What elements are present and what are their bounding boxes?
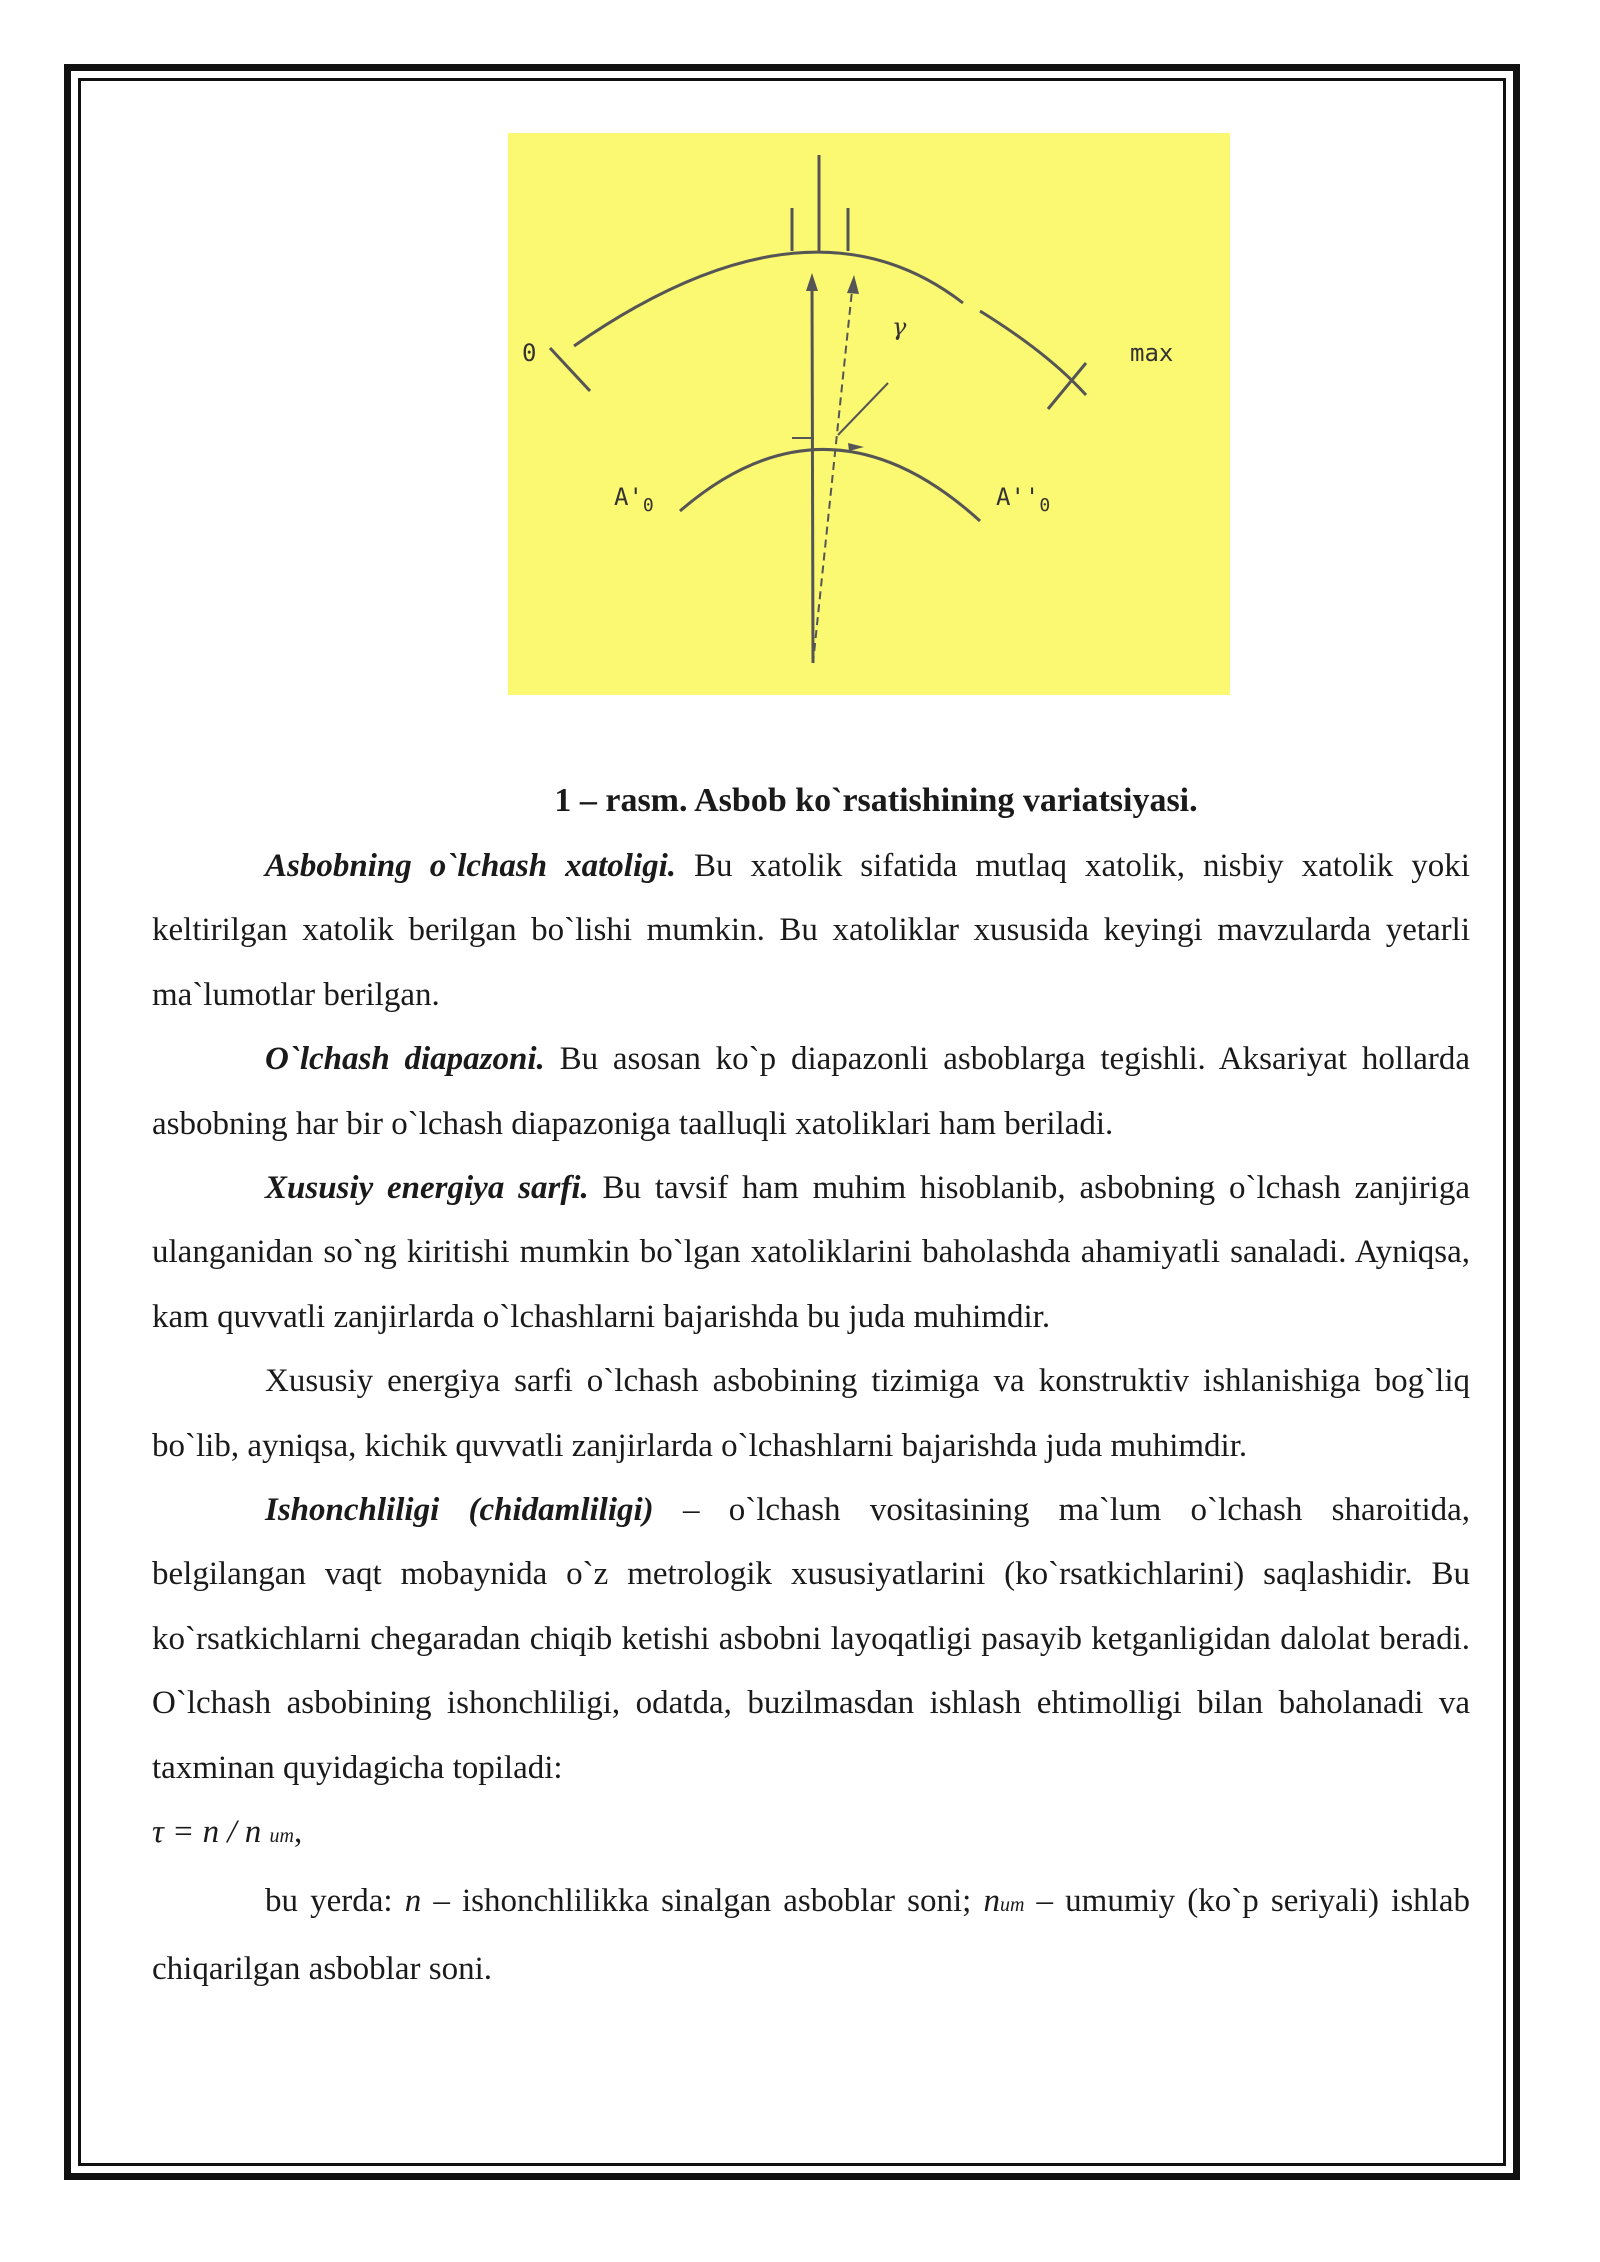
pointer-line [812, 281, 813, 663]
term-reliability: Ishonchliligi (chidamliligi) [265, 1492, 654, 1529]
instrument-variation-figure [508, 133, 1230, 695]
a0-double-prime-label: $A''_0$ [996, 483, 1051, 516]
max-label: max [1130, 339, 1174, 367]
paragraph-energy-dependence: Xususiy energiya sarfi o`lchash asbobining tizimiga va konstruktiv ishlanishiga bog`liq bo`lib, ayniqsa, kichik quvvatli zanjirlarda o`lchashlarni bajarishda juda muhimdir. [152, 1363, 1470, 1464]
a0-prime-label: $A'_0$ [614, 483, 654, 516]
term-energy-consumption: Xususiy energiya sarfi. [265, 1170, 589, 1207]
figure-caption: 1 – rasm. Asbob ko`rsatishining variatsiyasi. [554, 782, 1198, 819]
pointer-arrow [806, 273, 818, 291]
paragraph-measurement-range: O`lchash diapazoni. Bu asosan ko`p diapazonli asboblarga tegishli. Aksariyat hollarda asbobning har bir o`lchash diapazoniga taalluqli xatoliklari ham beriladi. [152, 1041, 1471, 1142]
body-text [152, 834, 1470, 2001]
reliability-formula: τ = n / n um, [152, 1814, 303, 1851]
angle-arrow-right [848, 443, 864, 451]
max-tick [1048, 363, 1086, 409]
paragraph-measurement-error: Asbobning o`lchash xatoligi. Bu xatolik sifatida mutlaq xatolik, nisbiy xatolik yoki keltirilgan xatolik berilgan bo`lishi mumkin. Bu xatoliklar xususida keyingi mavzularda yetarli ma`lumotlar berilgan. [152, 848, 1470, 1013]
term-measurement-error: Asbobning o`lchash xatoligi. [265, 848, 677, 884]
gamma-leader [838, 383, 888, 435]
scale-diagram [508, 133, 1230, 695]
zero-label: 0 [522, 339, 537, 367]
inner-arc [680, 449, 980, 521]
paragraph-energy-consumption: Xususiy energiya sarfi. Bu tavsif ham muhim hisoblanib, asbobning o`lchash zanjiriga ulanganidan so`ng kiritishi mumkin bo`lgan xatoliklarini baholashda ahamiyatli sanaladi. Ayniqsa, kam quvvatli zanjirlarda o`lchashlarni bajarishda bu juda muhimdir. [152, 1170, 1470, 1335]
paragraph-formula-legend: bu yerda: n – ishonchlilikka sinalgan asboblar soni; num – umumiy (ko`p seriyali) ishlab chiqarilgan asboblar soni. [152, 1882, 1470, 1987]
term-measurement-range: O`lchash diapazoni. [265, 1041, 545, 1078]
paragraph-reliability: Ishonchliligi (chidamliligi) – o`lchash vositasining ma`lum o`lchash sharoitida, belgilangan vaqt mobaynida o`z metrologik xususiyatlarini (ko`rsatkichlarini) saqlashidir. Bu ko`rsatkichlarni chegaradan chiqib ketishi asbobni layoqatligi pasayib ketganligidan dalolat beradi. O`lchash asbobining ishonchliligi, odatda, buzilmasdan ishlash ehtimolligi bilan baholanadi va taxminan quyidagicha topiladi: [152, 1492, 1471, 1786]
pointer-dashed [813, 281, 853, 663]
gamma-label: γ [892, 313, 907, 341]
dashed-arrow [847, 275, 859, 294]
zero-tick [550, 348, 590, 391]
